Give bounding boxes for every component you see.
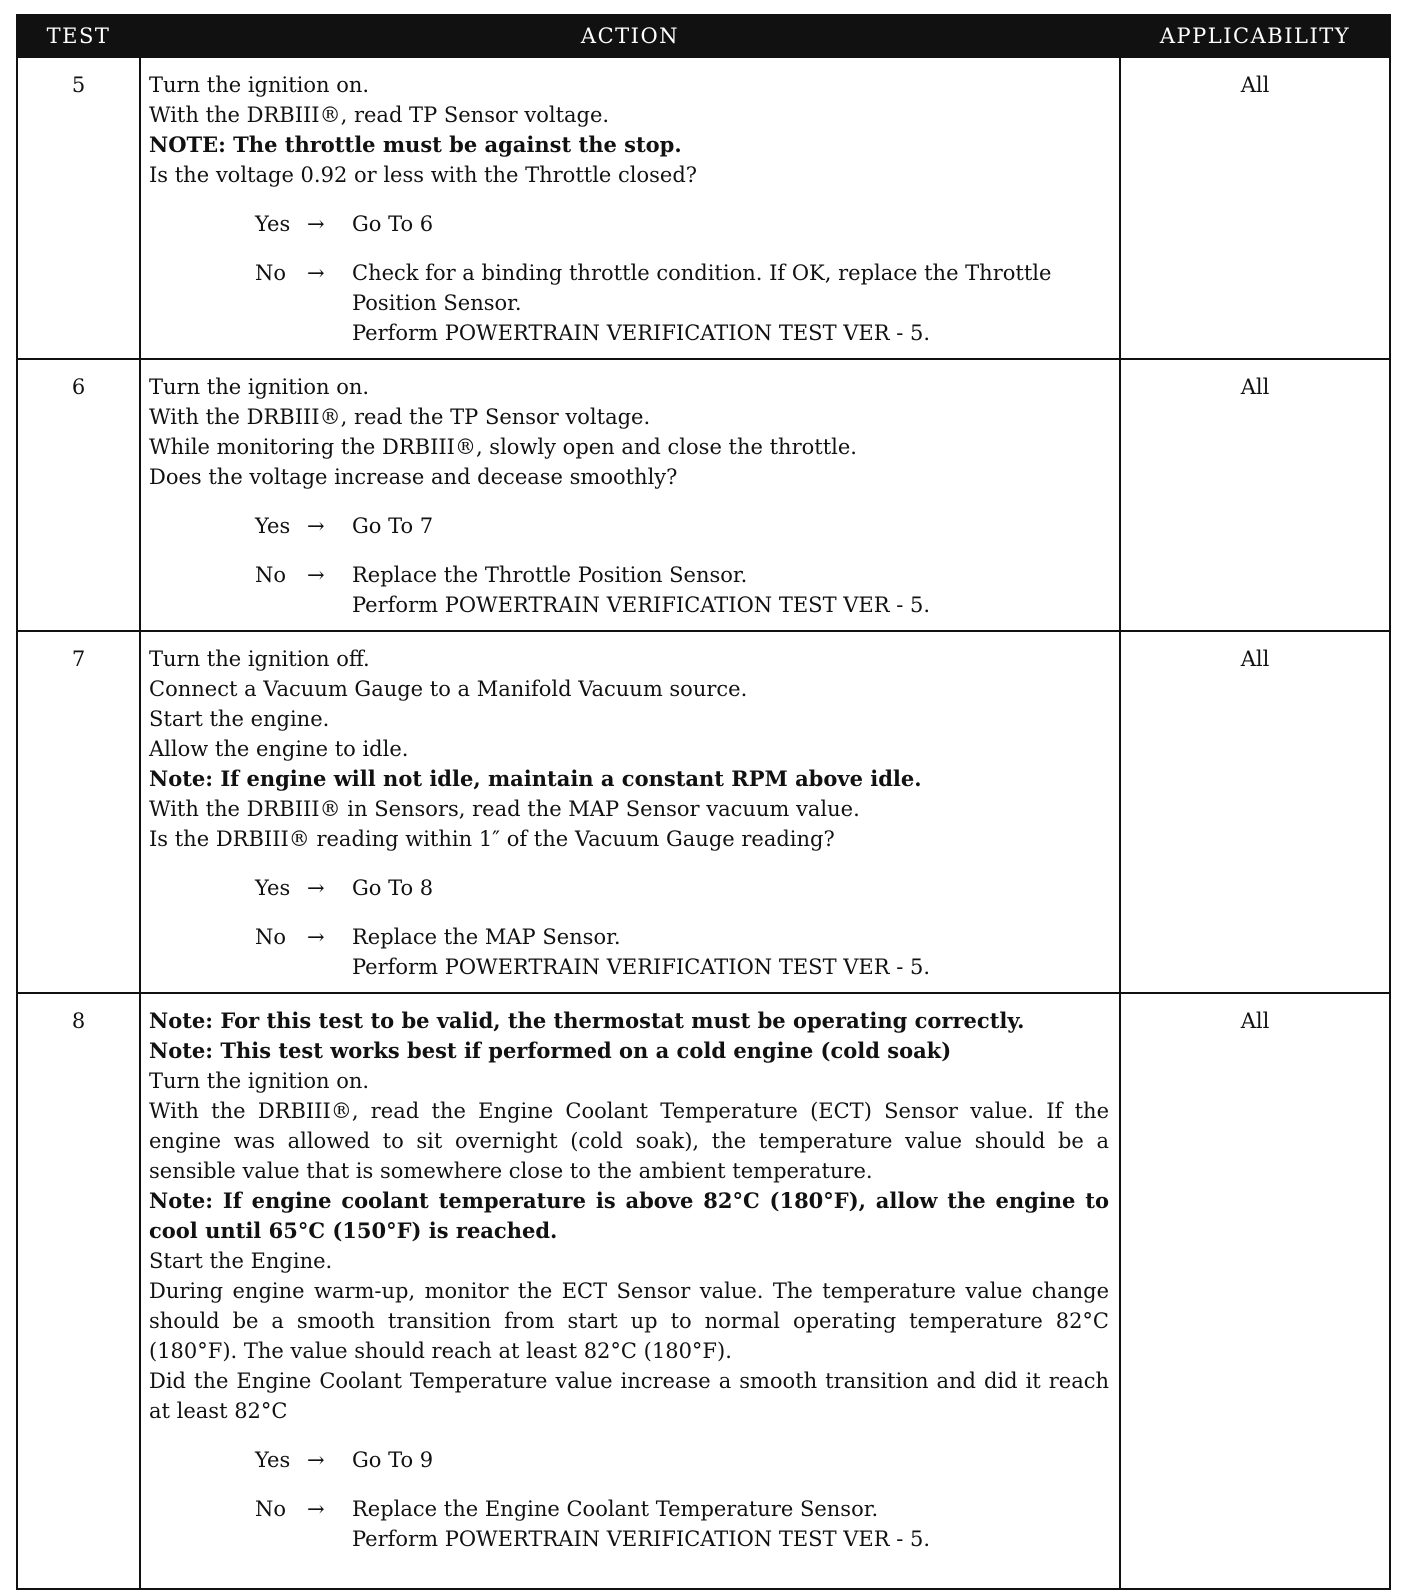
outcome-line: Perform POWERTRAIN VERIFICATION TEST VER - 5. [352,593,931,617]
no-result [149,258,1109,348]
yes-result [149,209,1109,239]
note-line: Note: If engine coolant temperature is above 82°C (180°F), allow the engine to cool until 65°C (150°F) is reached. [149,1188,1109,1243]
applicability-value: All [1120,993,1390,1589]
table-body [17,57,1390,1589]
note-line: Note: For this test to be valid, the thermostat must be operating correctly. [149,1008,1025,1033]
table-row [17,993,1390,1589]
yes-label: Yes [255,514,291,538]
outcome-line: Position Sensor. [352,291,522,315]
outcome-line: Perform POWERTRAIN VERIFICATION TEST VER - 5. [352,1527,931,1551]
instruction-line: Start the Engine. [149,1249,333,1273]
yes-outcome [352,873,1109,903]
outcome-line: Go To 6 [352,212,434,236]
instruction-line: With the DRBIII®, read the Engine Coolant Temperature (ECT) Sensor value. If the engine was allowed to sit overnight (cold soak), the temperature value should be a sensible value that is somewhere close to the ambient temperature. [149,1099,1109,1183]
arrow-right-icon: → [307,1448,325,1472]
no-result [149,1494,1109,1554]
table-row [17,631,1390,993]
outcome-line: Perform POWERTRAIN VERIFICATION TEST VER - 5. [352,321,931,345]
arrow-right-icon: → [307,261,325,285]
applicability-value: All [1120,359,1390,631]
instruction-line: Turn the ignition on. [149,73,370,97]
outcome-line: Check for a binding throttle condition. If OK, replace the Throttle [352,261,1052,285]
applicability-value: All [1120,631,1390,993]
table-row [17,57,1390,359]
test-number: 6 [17,359,140,631]
note-line: Note: If engine will not idle, maintain a constant RPM above idle. [149,766,922,791]
outcome-line: Replace the MAP Sensor. [352,925,621,949]
no-outcome [352,1494,1109,1554]
outcome-line: Replace the Engine Coolant Temperature Sensor. [352,1497,879,1521]
action-cell [140,57,1120,359]
header-action: ACTION [140,15,1120,57]
outcome-line: Replace the Throttle Position Sensor. [352,563,748,587]
yes-result [149,511,1109,541]
instruction-line: While monitoring the DRBIII®, slowly open and close the throttle. [149,435,857,459]
instruction-line: Does the voltage increase and decease smoothly? [149,465,678,489]
outcome-line: Go To 8 [352,876,434,900]
no-result [149,560,1109,620]
arrow-right-icon: → [307,1497,325,1521]
action-cell [140,359,1120,631]
no-outcome [352,560,1109,620]
outcome-line: Perform POWERTRAIN VERIFICATION TEST VER - 5. [352,955,931,979]
no-label: No [255,925,287,949]
instruction-line: Turn the ignition off. [149,647,370,671]
no-result [149,922,1109,982]
yes-outcome [352,1445,1109,1475]
yes-result [149,873,1109,903]
header-row [17,15,1390,57]
yes-result [149,1445,1109,1475]
yes-label: Yes [255,876,291,900]
yes-label: Yes [255,1448,291,1472]
instruction-line: With the DRBIII® in Sensors, read the MAP Sensor vacuum value. [149,797,860,821]
arrow-right-icon: → [307,925,325,949]
note-line: NOTE: The throttle must be against the stop. [149,132,682,157]
applicability-value: All [1120,57,1390,359]
instruction-line: Connect a Vacuum Gauge to a Manifold Vacuum source. [149,677,748,701]
action-cell [140,993,1120,1589]
instruction-line: With the DRBIII®, read TP Sensor voltage. [149,103,610,127]
test-number: 7 [17,631,140,993]
no-label: No [255,261,287,285]
no-label: No [255,563,287,587]
table-row [17,359,1390,631]
no-outcome [352,258,1109,348]
arrow-right-icon: → [307,563,325,587]
header-applicability: APPLICABILITY [1120,15,1390,57]
instruction-line: With the DRBIII®, read the TP Sensor voltage. [149,405,651,429]
instruction-line: During engine warm-up, monitor the ECT Sensor value. The temperature value change should be a smooth transition from start up to normal operating temperature 82°C (180°F). The value should reach at least 82°C (180°F). [149,1279,1109,1363]
yes-label: Yes [255,212,291,236]
instruction-line: Start the engine. [149,707,330,731]
no-label: No [255,1497,287,1521]
test-number: 5 [17,57,140,359]
yes-outcome [352,511,1109,541]
outcome-line: Go To 7 [352,514,434,538]
instruction-line: Did the Engine Coolant Temperature value increase a smooth transition and did it reach at least 82°C [149,1369,1109,1423]
yes-outcome [352,209,1109,239]
header-test: TEST [17,15,140,57]
test-number: 8 [17,993,140,1589]
instruction-line: Turn the ignition on. [149,375,370,399]
outcome-line: Go To 9 [352,1448,434,1472]
instruction-line: Is the voltage 0.92 or less with the Throttle closed? [149,163,698,187]
arrow-right-icon: → [307,212,325,236]
no-outcome [352,922,1109,982]
arrow-right-icon: → [307,514,325,538]
instruction-line: Is the DRBIII® reading within 1″ of the Vacuum Gauge reading? [149,827,835,851]
test-procedure-table [16,14,1391,1590]
instruction-line: Allow the engine to idle. [149,737,409,761]
instruction-line: Turn the ignition on. [149,1069,370,1093]
arrow-right-icon: → [307,876,325,900]
action-cell [140,631,1120,993]
note-line: Note: This test works best if performed on a cold engine (cold soak) [149,1038,952,1063]
